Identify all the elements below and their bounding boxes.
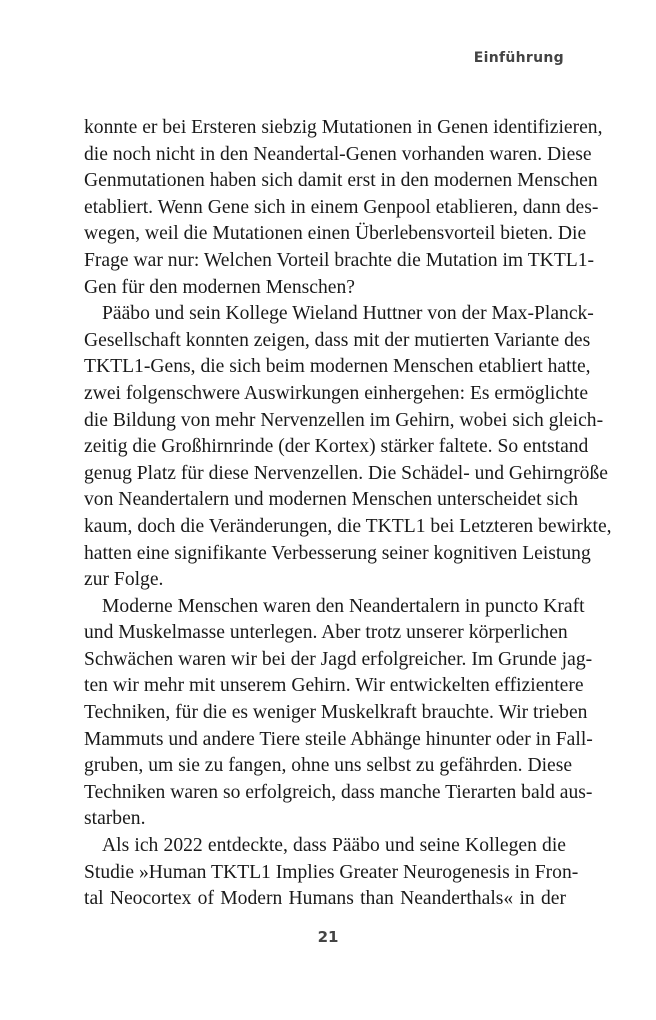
text-line: wegen, weil die Mutationen einen Überlebensvorteil bieten. Die (84, 223, 587, 245)
text-line: konnte er bei Ersteren siebzig Mutationen in Genen identifizieren, (84, 117, 603, 138)
text-line: Techniken waren so erfolgreich, dass manche Tierarten bald aus- (84, 781, 593, 803)
paragraph-1 (84, 115, 603, 301)
text-line: Gen für den modernen Menschen? (84, 276, 355, 298)
text-line: gruben, um sie zu fangen, ohne uns selbst zu gefährden. Diese (84, 755, 573, 777)
paragraph-2 (84, 301, 612, 594)
text-line: starben. (84, 808, 146, 830)
text-line: TKTL1-Gens, die sich beim modernen Menschen etabliert hatte, (84, 356, 591, 378)
text-line: kaum, doch die Veränderungen, die TKTL1 bei Letzteren bewirkte, (84, 515, 612, 537)
text-line: und Muskelmasse unterlegen. Aber trotz unserer körperlichen (84, 622, 568, 644)
text-line: Pääbo und sein Kollege Wieland Huttner von der Max-Planck- (102, 303, 594, 325)
text-line: die noch nicht in den Neandertal-Genen vorhanden waren. Diese (84, 143, 592, 165)
text-line: tal Neocortex of Modern Humans than Neanderthals« in der (84, 888, 566, 910)
text-line: Moderne Menschen waren den Neandertalern in puncto Kraft (102, 595, 585, 617)
page-number: 21 (317, 928, 339, 946)
text-line: zur Folge. (84, 569, 164, 591)
text-line: von Neandertalern und modernen Menschen unterscheidet sich (84, 489, 579, 511)
text-line: die Bildung von mehr Nervenzellen im Gehirn, wobei sich gleich- (84, 409, 604, 431)
text-line: ten wir mehr mit unserem Gehirn. Wir entwickelten effizientere (84, 675, 584, 697)
text-line: etabliert. Wenn Gene sich in einem Genpool etablieren, dann des- (84, 196, 599, 218)
text-line: hatten eine signifikante Verbesserung seiner kognitiven Leistung (84, 542, 591, 564)
text-line: Schwächen waren wir bei der Jagd erfolgreicher. Im Grunde jag- (84, 648, 593, 670)
paragraph-4 (84, 833, 579, 913)
text-line: Frage war nur: Welchen Vorteil brachte die Mutation im TKTL1- (84, 249, 595, 271)
paragraph-3 (84, 594, 593, 833)
text-line: Techniken, für die es weniger Muskelkraft brauchte. Wir trieben (84, 702, 588, 724)
text-line: genug Platz für diese Nervenzellen. Die Schädel- und Gehirngröße (84, 462, 608, 484)
text-line: zeitig die Großhirnrinde (der Kortex) stärker faltete. So entstand (84, 436, 589, 458)
text-line: zwei folgenschwere Auswirkungen einhergehen: Es ermöglichte (84, 382, 589, 404)
body-text (84, 115, 612, 913)
text-line: Mammuts und andere Tiere steile Abhänge hinunter oder in Fall- (84, 728, 593, 750)
text-line: Genmutationen haben sich damit erst in den modernen Menschen (84, 170, 598, 192)
running-head: Einführung (473, 50, 564, 66)
text-line: Gesellschaft konnten zeigen, dass mit der mutierten Variante des (84, 329, 591, 351)
text-line: Studie »Human TKTL1 Implies Greater Neurogenesis in Fron- (84, 861, 579, 883)
text-line: Als ich 2022 entdeckte, dass Pääbo und seine Kollegen die (102, 835, 566, 857)
